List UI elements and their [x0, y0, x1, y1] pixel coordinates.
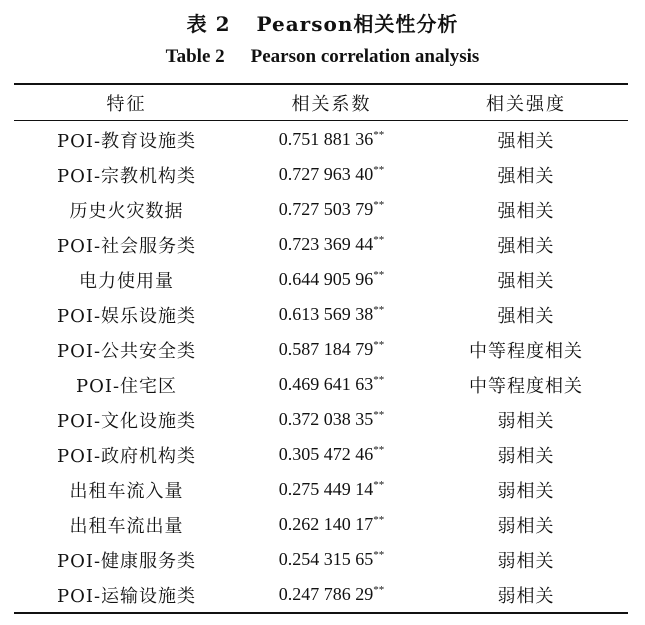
significance-mark: **	[373, 234, 385, 246]
strength-cell: 弱相关	[497, 445, 555, 467]
table-title-english	[0, 46, 645, 68]
pearson-correlation-table	[14, 85, 628, 612]
feature-cell: POI-文化设施类	[56, 410, 197, 432]
table-row	[14, 437, 628, 472]
coefficient-value: 0.305 472 46	[278, 444, 374, 464]
table-row	[14, 332, 628, 367]
strength-cell: 强相关	[497, 165, 555, 187]
header-row	[14, 85, 628, 120]
strength-cell: 弱相关	[497, 480, 555, 502]
coefficient-value: 0.723 369 44	[278, 234, 374, 254]
coefficient-value: 0.751 881 36	[278, 129, 374, 149]
significance-mark: **	[373, 199, 385, 211]
table-row	[14, 227, 628, 262]
strength-cell: 弱相关	[497, 550, 555, 572]
coefficient-value: 0.469 641 63	[278, 374, 374, 394]
coefficient-cell	[239, 157, 424, 192]
significance-mark: **	[373, 479, 385, 491]
strength-cell: 中等程度相关	[469, 340, 583, 362]
strength-cell: 强相关	[497, 200, 555, 222]
table-row	[14, 472, 628, 507]
feature-cell: POI-政府机构类	[56, 445, 197, 467]
table-row	[14, 157, 628, 192]
feature-cell: 历史火灾数据	[69, 200, 184, 222]
header-strength: 相关强度	[486, 93, 566, 115]
significance-mark: **	[373, 269, 385, 281]
coefficient-value: 0.262 140 17	[278, 514, 374, 534]
strength-cell: 强相关	[497, 130, 555, 152]
feature-cell: 出租车流入量	[69, 480, 184, 502]
coefficient-cell	[239, 437, 424, 472]
strength-cell: 中等程度相关	[469, 375, 583, 397]
coefficient-cell	[239, 120, 424, 157]
strength-cell: 弱相关	[497, 515, 555, 537]
feature-cell: POI-教育设施类	[56, 130, 197, 152]
coefficient-cell	[239, 192, 424, 227]
feature-cell: 出租车流出量	[69, 515, 184, 537]
strength-cell: 强相关	[497, 305, 555, 327]
coefficient-cell	[239, 297, 424, 332]
table-row	[14, 577, 628, 612]
table-bottom-rule	[14, 612, 628, 614]
coefficient-value: 0.247 786 29	[278, 584, 374, 604]
strength-cell: 强相关	[497, 235, 555, 257]
significance-mark: **	[373, 409, 385, 421]
feature-cell: POI-住宅区	[75, 375, 178, 397]
table-row	[14, 192, 628, 227]
coefficient-value: 0.254 315 65	[278, 549, 374, 569]
table-number-en: Table 2	[165, 46, 225, 67]
coefficient-cell	[239, 577, 424, 612]
coefficient-cell	[239, 332, 424, 367]
header-feature: 特征	[106, 93, 147, 115]
table-number-cn: 表 2	[186, 12, 231, 36]
coefficient-cell	[239, 262, 424, 297]
feature-cell: POI-健康服务类	[56, 550, 197, 572]
coefficient-cell	[239, 402, 424, 437]
coefficient-value: 0.275 449 14	[278, 479, 374, 499]
table-title-chinese	[0, 8, 645, 37]
strength-cell: 弱相关	[497, 410, 555, 432]
table-row	[14, 402, 628, 437]
feature-cell: POI-社会服务类	[56, 235, 197, 257]
strength-cell: 弱相关	[497, 585, 555, 607]
significance-mark: **	[373, 374, 385, 386]
table-row	[14, 542, 628, 577]
significance-mark: **	[373, 304, 385, 316]
coefficient-cell	[239, 367, 424, 402]
significance-mark: **	[373, 129, 385, 141]
coefficient-value: 0.613 569 38	[278, 304, 374, 324]
coefficient-value: 0.727 503 79	[278, 199, 374, 219]
feature-cell: POI-宗教机构类	[56, 165, 197, 187]
coefficient-cell	[239, 227, 424, 262]
table-caption-en: Pearson correlation analysis	[250, 46, 480, 67]
coefficient-value: 0.587 184 79	[278, 339, 374, 359]
significance-mark: **	[373, 549, 385, 561]
header-coefficient: 相关系数	[291, 93, 372, 115]
significance-mark: **	[373, 584, 385, 596]
table-row	[14, 507, 628, 542]
feature-cell: POI-娱乐设施类	[56, 305, 197, 327]
significance-mark: **	[373, 339, 385, 351]
table-row	[14, 297, 628, 332]
table-row	[14, 262, 628, 297]
table-row	[14, 367, 628, 402]
table-caption-cn: Pearson相关性分析	[256, 12, 459, 36]
significance-mark: **	[373, 444, 385, 456]
coefficient-cell	[239, 507, 424, 542]
coefficient-value: 0.372 038 35	[278, 409, 374, 429]
coefficient-value: 0.644 905 96	[278, 269, 374, 289]
table-row	[14, 120, 628, 157]
coefficient-cell	[239, 542, 424, 577]
significance-mark: **	[373, 514, 385, 526]
coefficient-cell	[239, 472, 424, 507]
coefficient-value: 0.727 963 40	[278, 164, 374, 184]
feature-cell: POI-公共安全类	[56, 340, 197, 362]
feature-cell: POI-运输设施类	[56, 585, 197, 607]
strength-cell: 强相关	[497, 270, 555, 292]
feature-cell: 电力使用量	[79, 270, 174, 292]
significance-mark: **	[373, 164, 385, 176]
